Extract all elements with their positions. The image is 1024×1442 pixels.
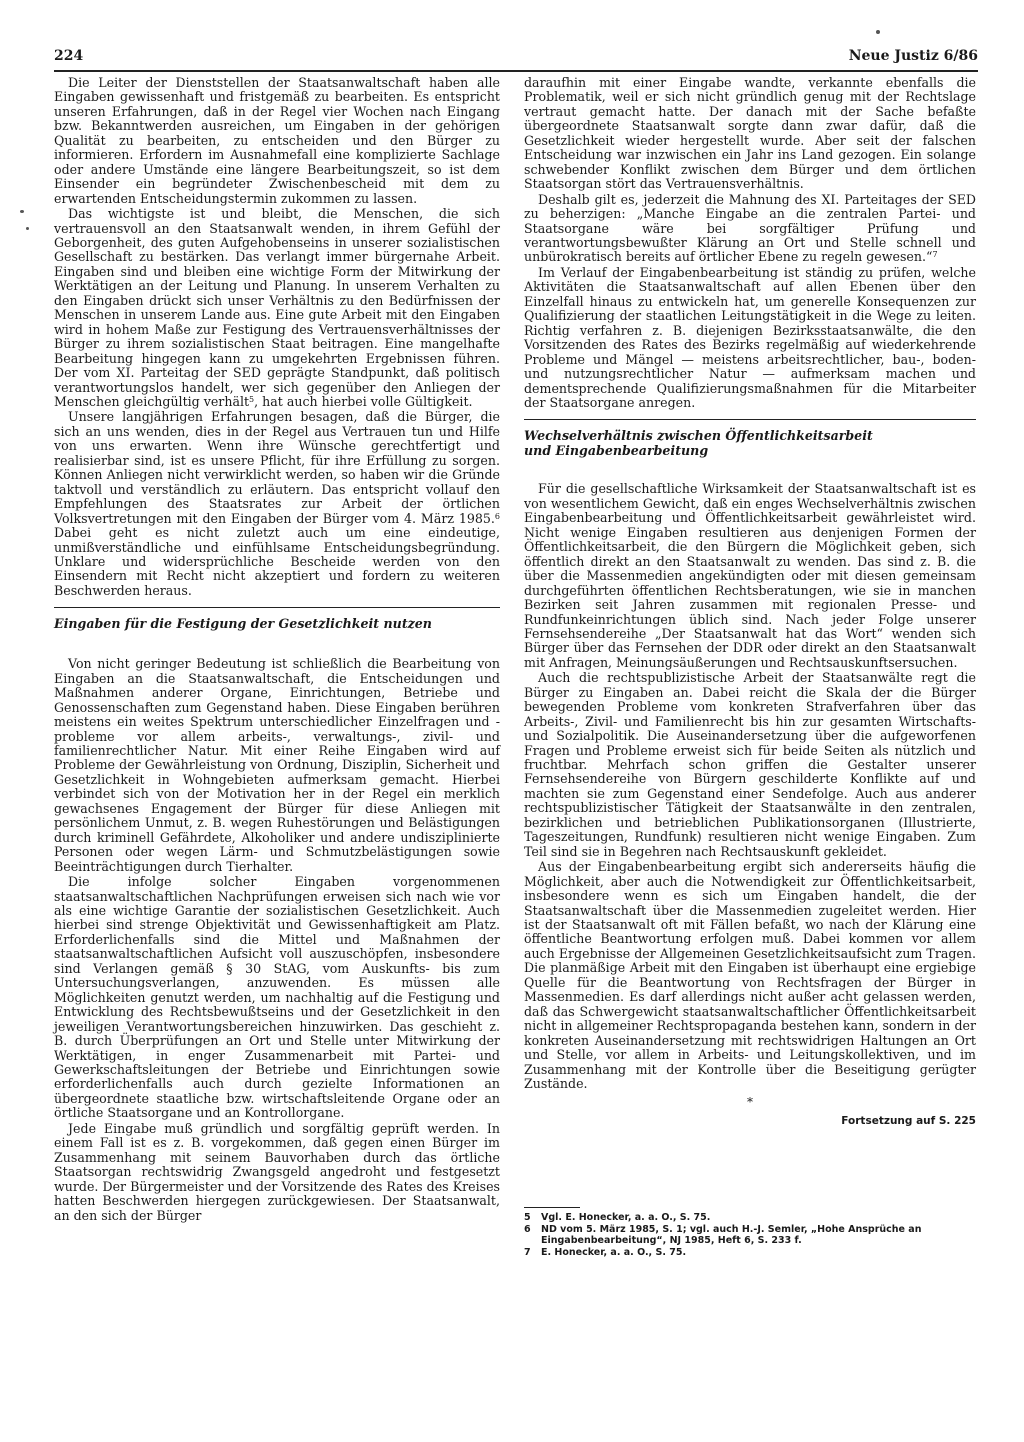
- section-heading-line: und Eingabenbearbeitung: [524, 443, 709, 459]
- paragraph: [524, 193, 976, 265]
- footnote-text: ND vom 5. März 1985, S. 1; vgl. auch H.-J. Semler, „Hohe Ansprüche an Eingabenbearbeitung“, NJ 1985, Heft 6, S. 233 f.: [541, 1223, 922, 1247]
- section-rule: [524, 419, 976, 420]
- right-column: [524, 76, 976, 1258]
- paragraph: Die Leiter der Dienststellen der Staatsanwaltschaft haben alle Eingaben gewissenhaft und fristgemäß zu bearbeiten. Es entspricht unseren Erfahrungen, daß in der Regel vier Wochen nach Eingang bzw. Bekanntwerden ausreichen, um Eingaben in der gehörigen Qualität zu bearbeiten, zu entscheiden und den Bürger zu informieren. Erfordern im Ausnahmefall eine komplizierte Sachlage oder andere Umstände eine längere Bearbeitungszeit, so ist dem Einsender ein begründeter Zwischenbescheid mit dem zu erwartenden Entscheidungstermin zukommen zu lassen.: [54, 75, 500, 206]
- paragraph: Die infolge solcher Eingaben vorgenommenen staatsanwaltschaftlichen Nachprüfungen erweisen sich nach wie vor als eine wichtige Garantie der sozialistischen Gesetzlichkeit. Auch hierbei sind strenge Objektivität und Gewissenhaftigkeit am Platz. Erforderlichenfalls sind die Mittel und Maßnahmen der staatsanwaltschaftlichen Aufsicht voll auszuschöpfen, insbesondere sind Verlangen gemäß § 30 StAG, vom Auskunfts- bis zum Untersuchungsverlangen, anzuwenden. Es müssen alle Möglichkeiten genutzt werden, um nachhaltig auf die Festigung und Entwicklung des Rechtsbewußtseins und der Gesetzlichkeit in den jeweiligen Verantwortungsbereichen hinzuwirken. Das geschieht z. B. durch Überprüfungen an Ort und Stelle unter Mitwirkung der Werktätigen, in enger Zusammenarbeit mit Partei- und Gewerkschaftsleitungen der Betriebe und Einrichtungen sowie erforderlichenfalls auch durch gezielte Informationen an übergeordnete staatliche bzw. wirtschaftsleitende Organe oder an örtliche Staatsorgane und an Kontrollorgane.: [54, 874, 500, 1121]
- header-rule: [54, 70, 978, 72]
- journal-issue: Neue Justiz 6/86: [848, 48, 978, 64]
- paragraph: Jede Eingabe muß gründlich und sorgfältig geprüft werden. In einem Fall ist es z. B. vorgekommen, daß gegen einen Bürger im Zusammenhang mit seinem Bauvorhaben durch das örtliche Staatsorgan rechtswidrig Zwangsgeld angedroht und festgesetzt wurde. Der Bürgermeister und der Vorsitzende des Rates des Kreises hatten Beschwerden hiergegen zurückgewiesen. Der Staatsanwalt, an den sich der Bürger: [54, 1120, 500, 1223]
- section-rule: [54, 607, 500, 608]
- continued-note: Fortsetzung auf S. 225: [841, 1115, 976, 1128]
- footnote: [524, 1224, 976, 1247]
- scan-speck: [876, 30, 880, 34]
- section-end-mark: *: [747, 1095, 753, 1110]
- paragraph: Im Verlauf der Eingabenbearbeitung ist ständig zu prüfen, welche Aktivitäten die Staatsanwaltschaft auf allen Ebenen über den Einzelfall hinaus zu entwickeln hat, um generelle Konsequenzen zur Qualifizierung der staatlichen Leitungstätigkeit in die Wege zu leiten. Richtig verfahren z. B. diejenigen Bezirksstaatsanwälte, die den Vorsitzenden des Rates des Bezirks regelmäßig auf wiederkehrende Probleme und Mängel — meistens arbeitsrechtlicher, bau-, boden- und nutzungsrechtlicher Natur — aufmerksam machen und dementsprechende Qualifizierungsmaßnahmen für die Mitarbeiter der Staatsorgane anregen.: [524, 264, 976, 410]
- paragraph: Für die gesellschaftliche Wirksamkeit der Staatsanwaltschaft ist es von wesentlichem Gewicht, daß ein enges Wechselverhältnis zwischen Eingabenbearbeitung und Öffentlichkeitsarbeit gewährleistet wird. Nicht wenige Eingaben resultieren aus denjenigen Formen der Öffentlichkeitsarbeit, die den Bürgern die Möglichkeit geben, sich öffentlich direkt an den Staatsanwalt zu wenden. Das sind z. B. die über die Massenmedien angekündigten oder mit diesen gemeinsam durchgeführten öffentlichen Rechtsberatungen, wie sie in manchen Bezirken seit Jahren zusammen mit regionalen Presse- und Rundfunkeinrichtungen üblich sind. Nach jeder Folge unserer Fernsehsendereihe „Der Staatsanwalt hat das Wort“ wenden sich Bürger über das Fernsehen der DDR oder direkt an den Staatsanwalt mit Anfragen, Meinungsäußerungen und Rechtsauskunftsersuchen.: [524, 481, 976, 670]
- footnote-text: E. Honecker, a. a. O., S. 75.: [541, 1246, 687, 1258]
- paragraph-text-end: , hat auch hierbei volle Gültigkeit.: [254, 393, 473, 409]
- left-column: [54, 76, 500, 1223]
- footnote-ref-6: 6: [494, 511, 500, 521]
- section-heading-line: Wechselverhältnis zwischen Öffentlichkeitsarbeit: [524, 428, 873, 444]
- paragraph: Von nicht geringer Bedeutung ist schließlich die Bearbeitung von Eingaben an die Staatsanwaltschaft, die Entscheidungen und Maßnahmen anderer Organe, Einrichtungen, Betriebe und Genossenschaften zum Gegenstand haben. Diese Eingaben berühren meistens ein weites Spektrum unterschiedlicher Einzelfragen und -probleme vor allem arbeits-, verwaltungs-, zivil- und familienrechtlicher Natur. Mit einer Reihe Eingaben wird auf Probleme der Gewährleistung von Ordnung, Disziplin, Sicherheit und Gesetzlichkeit in Wohngebieten aufmerksam gemacht. Hierbei verbindet sich von der Motivation her in der Regel ein merklich gewachsenes Engagement der Bürger für diese Anliegen mit persönlichem Unmut, z. B. wegen Ruhestörungen und Belästigungen durch kriminell Gefährdete, Alkoholiker und andere undisziplinierte Personen oder wegen Lärm- und Schmutzbelästigungen sowie Beeinträchtigungen durch Tierhalter.: [54, 656, 500, 874]
- page-header: [54, 48, 978, 70]
- footnote-number: 7: [524, 1246, 531, 1258]
- paragraph: Auch die rechtspublizistische Arbeit der Staatsanwälte regt die Bürger zu Eingaben an. Dabei reicht die Skala der die Bürger bewegenden Probleme vom konkreten Strafverfahren über das Arbeits-, Zivil- und Familienrecht bis hin zur gesamten Wirtschafts- und Sozialpolitik. Die Auseinandersetzung über die aufgeworfenen Fragen und Probleme erweist sich für beide Seiten als nützlich und fruchtbar. Mehrfach schon griffen die Gestalter unserer Fernsehsendereihe von Bürgern geschilderte Konflikte auf und machten sie zum Gegenstand einer Sendefolge. Auch aus anderer rechtspublizistischer Tätigkeit der Staatsanwälte in den zentralen, bezirklichen und betrieblichen Publikationsorganen (Illustrierte, Tageszeitungen, Rundfunk) resultieren nicht wenige Eingaben. Zum Teil sind sie in Begehren nach Rechtsauskunft gekleidet.: [524, 670, 976, 859]
- section-heading: Eingaben für die Festigung der Gesetzlichkeit nutzen: [54, 616, 432, 632]
- scan-speck: [20, 210, 24, 213]
- footnote-rule: [524, 1207, 580, 1208]
- footnote: [524, 1212, 976, 1224]
- footnote-number: 5: [524, 1212, 531, 1224]
- section-heading: [524, 428, 976, 458]
- paragraph: Aus der Eingabenbearbeitung ergibt sich andererseits häufig die Möglichkeit, aber auch die Notwendigkeit zur Öffentlichkeitsarbeit, insbesondere wenn es sich um Eingaben handelt, die der Staatsanwaltschaft über die Massenmedien zugeleitet werden. Hier ist der Staatsanwalt oft mit Fällen befaßt, wo nach der Klärung eine öffentliche Beantwortung erfolgen muß. Dabei kommen vor allem auch Ergebnisse der Allgemeinen Gesetzlichkeitsaufsicht zum Tragen. Die planmäßige Arbeit mit den Eingaben ist überhaupt eine ergiebige Quelle für die Beantwortung von Rechtsfragen der Bürger in Massenmedien. Es darf allerdings nicht außer acht gelassen werden, daß das Schwergewicht staatsanwaltschaftlicher Öffentlichkeitsarbeit nicht in allgemeiner Rechtspropaganda bestehen kann, sondern in der konkreten Auseinandersetzung mit rechtswidrigen Haltungen an Ort und Stelle, vor allem in Arbeits- und Leitungskollektiven, und im Zusammenhang mit der Kontrolle über die Beseitigung gerügter Zustände.: [524, 859, 976, 1091]
- paragraph-text-end: Dabei geht es nicht zuletzt auch um eine eindeutige, unmißverständliche und einfühlsame Entscheidungsbegründung. Unklare und widersprüchliche Bescheide werden von den Einsendern mit Recht nicht akzeptiert und fordern zu weiteren Beschwerden heraus.: [54, 525, 500, 598]
- footnote-number: 6: [524, 1223, 531, 1235]
- paragraph: [54, 207, 500, 409]
- paragraph: daraufhin mit einer Eingabe wandte, verkannte ebenfalls die Problematik, weil er sich nicht gründlich genug mit der Rechtslage vertraut gemacht hatte. Der danach mit der Sache befaßte übergeordnete Staatsanwalt sorgte dann zwar dafür, daß die Gesetzlichkeit wieder hergestellt wurde. Aber seit der falschen Entscheidung war inzwischen ein Jahr ins Land gezogen. Ein solange schwebender Konflikt zwischen dem Bürger und dem örtlichen Staatsorgan stört das Vertrauensverhältnis.: [524, 75, 976, 192]
- scan-speck: [26, 227, 29, 230]
- paragraph: [54, 410, 500, 598]
- footnote-ref-7: 7: [932, 250, 938, 260]
- paragraph-text: Deshalb gilt es, jederzeit die Mahnung des XI. Parteitages der SED zu beherzigen: „Manche Eingabe an die zentralen Partei- und Staatsorgane wäre bei sorgfältiger Prüfung und verantwortungsbewußter Klärung an Ort und Stelle schnell und unbürokratisch bereits auf örtlicher Ebene zu regeln gewesen.“: [524, 191, 976, 265]
- footnote-ref-5: 5: [249, 394, 255, 404]
- footnote: [524, 1247, 976, 1259]
- paragraph-text: Unsere langjährigen Erfahrungen besagen, daß die Bürger, die sich an uns wenden, dies in der Regel aus Vertrauen tun und Hilfe von uns erwarten. Wenn ihre Wünsche gerechtfertigt und realisierbar sind, ist es unsere Pflicht, für ihre Erfüllung zu sorgen. Können Anliegen nicht verwirklicht werden, so haben wir die Gründe taktvoll und verständlich zu erläutern. Das entspricht vollauf den Empfehlungen des Staatsrates zur Arbeit der örtlichen Volksvertretungen mit den Eingaben der Bürger vom 4. März 1985.: [54, 409, 500, 526]
- paragraph-text: Das wichtigste ist und bleibt, die Menschen, die sich vertrauensvoll an den Staatsanwalt wenden, in ihrem Gefühl der Geborgenheit, des guten Aufgehobenseins in unserer sozialistischen Gesellschaft zu bestärken. Das verlangt immer bürgernahe Arbeit. Eingaben sind und bleiben eine wichtige Form der Mitwirkung der Werktätigen an der Leitung und Planung. In unserem Verhalten zu den Eingaben drückt sich unser Verhältnis zu den Bedürfnissen der Menschen in unserem Lande aus. Eine gute Arbeit mit den Eingaben wird in hohem Maße zur Festigung des Vertrauensverhältnisses der Bürger zu ihrem sozialistischen Staat beitragen. Eine mangelhafte Bearbeitung hingegen kann zu umgekehrten Ergebnissen führen. Der vom XI. Parteitag der SED geprägte Standpunkt, daß politisch verantwortungslos handelt, wer sich gegenüber den Anliegen der Menschen gleichgültig verhält: [54, 206, 500, 409]
- footnote-text: Vgl. E. Honecker, a. a. O., S. 75.: [541, 1212, 711, 1224]
- page-number: 224: [54, 48, 84, 64]
